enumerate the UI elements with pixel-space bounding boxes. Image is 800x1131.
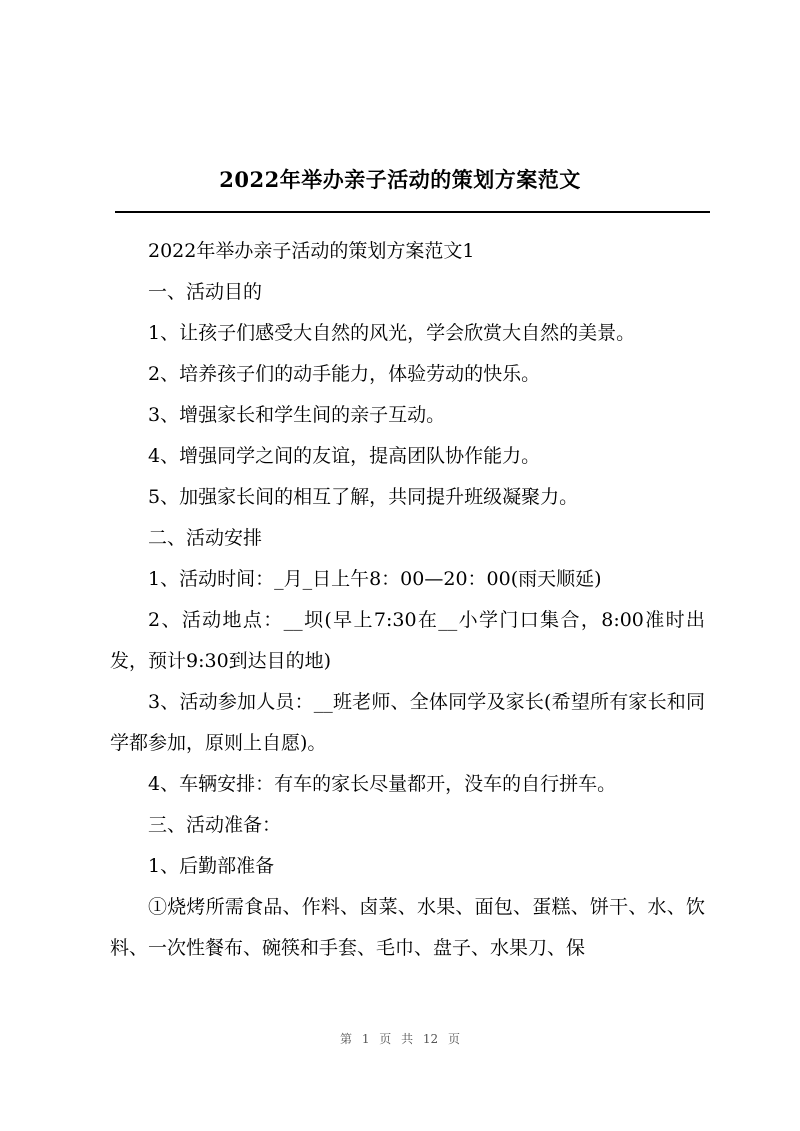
paragraph: 1、后勤部准备 (148, 855, 275, 877)
paragraph: 1、让孩子们感受大自然的风光，学会欣赏大自然的美景。 (148, 322, 636, 344)
section-heading: 一、活动目的 (148, 281, 263, 303)
paragraph: 2、活动地点：__坝(早上7:30在__小学门口集合，8:00准时出发，预计9:30到达目的地) (110, 609, 705, 672)
section-heading: 二、活动安排 (148, 527, 263, 549)
title-divider (115, 211, 710, 213)
paragraph: 3、活动参加人员：__班老师、全体同学及家长(希望所有家长和同学都参加，原则上自愿)。 (110, 691, 705, 754)
section-heading: 三、活动准备： (148, 814, 282, 836)
paragraph: 3、增强家长和学生间的亲子互动。 (148, 404, 446, 426)
paragraph: 4、增强同学之间的友谊，提高团队协作能力。 (148, 445, 541, 467)
paragraph: 5、加强家长间的相互了解，共同提升班级凝聚力。 (148, 486, 579, 508)
page-footer: 第 1 页 共 12 页 (340, 1032, 460, 1046)
paragraph: 2022年举办亲子活动的策划方案范文1 (148, 240, 475, 262)
document-title: 2022年举办亲子活动的策划方案范文 (219, 167, 581, 192)
paragraph: 4、车辆安排：有车的家长尽量都开，没车的自行拼车。 (148, 773, 617, 795)
paragraph: 1、活动时间：_月_日上午8：00—20：00(雨天顺延) (148, 568, 602, 590)
paragraph: 2、培养孩子们的动手能力，体验劳动的快乐。 (148, 363, 541, 385)
paragraph: ①烧烤所需食品、作料、卤菜、水果、面包、蛋糕、饼干、水、饮料、一次性餐布、碗筷和手套、毛巾、盘子、水果刀、保 (110, 896, 705, 959)
document-body (110, 231, 705, 969)
